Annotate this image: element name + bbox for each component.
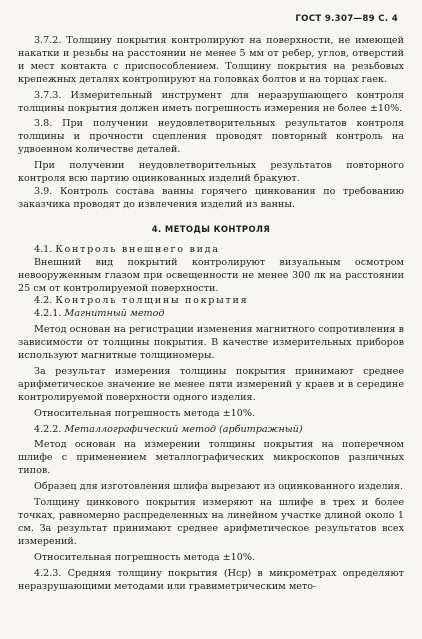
paragraph-4-2-2-d: Относительная погрешность метода ±10%. xyxy=(34,551,255,563)
document-page xyxy=(18,14,404,593)
heading-4-2-num: 4.2. xyxy=(34,295,53,307)
paragraph-3-7-2: 3.7.2. Толщину покрытия контролируют на поверхности, не имеющей накатки и резьбы на расстоянии не менее 5 мм от ребер, углов, отверстий и мест контакта с приспособлением. Толщину покрытия на резьбовых крепежных деталях контролируют на головках болтов и на торцах гаек. xyxy=(18,35,404,85)
heading-4-2-2 xyxy=(18,424,404,437)
paragraph-4-2-1-c: Относительная погрешность метода ±10%. xyxy=(34,407,255,419)
heading-4-1-title: Контроль внешнего вида xyxy=(55,243,220,255)
paragraph-3-9: 3.9. Контроль состава ванны горячего цинкования по требованию заказчика проводят до извлечения изделий из ванны. xyxy=(18,185,404,210)
heading-4-2-1 xyxy=(18,308,404,321)
heading-4-2 xyxy=(18,295,404,308)
paragraph-4-2-1-a: Метод основан на регистрации изменения магнитного сопротивления в зависимости от толщины покрытия. В качестве измерительных приборов используют магнитные толщиномеры. xyxy=(18,324,404,362)
heading-4-2-2-num: 4.2.2. xyxy=(34,423,62,435)
paragraph-4-2-3: 4.2.3. Средняя толщину покрытия (Hср) в микрометрах определяют неразрушающими методами или гравиметрическим мето- xyxy=(18,567,404,592)
heading-4-2-1-num: 4.2.1. xyxy=(34,308,62,320)
page-header: ГОСТ 9.307—89 С. 4 xyxy=(295,14,398,24)
paragraph-4-2-1-b: За результат измерения толщины покрытия принимают среднее арифметическое значение не менее пяти измерений у краев и в середине контролируемой поверхности одного изделия. xyxy=(18,365,404,403)
heading-4-2-1-title: Магнитный метод xyxy=(64,308,165,320)
paragraph-4-2-2-b: Образец для изготовления шлифа вырезают из оцинкованного изделия. xyxy=(34,481,404,493)
paragraph-3-8: 3.8. При получении неудовлетворительных результатов контроля толщины и прочности сцепления проводят повторный контроль на удвоенном количестве деталей. xyxy=(18,118,404,156)
heading-4-1-num: 4.1. xyxy=(34,243,53,255)
paragraph-3-8-b: При получении неудовлетворительных результатов повторного контроля всю партию оцинкованных изделий бракуют. xyxy=(18,160,404,185)
section-title: 4. МЕТОДЫ КОНТРОЛЯ xyxy=(151,223,271,234)
paragraph-4-2-2-a: Метод основан на измерении толщины покрытия на поперечном шлифе с применением металлографических микроскопов различных типов. xyxy=(18,439,404,477)
heading-4-1 xyxy=(18,244,404,257)
heading-4-2-2-title: Металлографический метод (арбитражный) xyxy=(64,423,303,435)
heading-4-2-title: Контроль толщины покрытия xyxy=(55,295,249,307)
paragraph-3-7-3: 3.7.3. Измерительный инструмент для неразрушающего контроля толщины покрытия должен иметь погрешность измерения не более ±10%. xyxy=(18,89,404,114)
paragraph-4-2-2-c: Толщину цинкового покрытия измеряют на шлифе в трех и более точках, равномерно распределенных на линейном участке длиной около 1 см. За результат принимают среднее арифметическое результатов всех измерений. xyxy=(18,497,404,547)
paragraph-4-1: Внешний вид покрытий контролируют визуальным осмотром невооруженным глазом при освещенности не менее 300 лк на расстоянии 25 см от контролируемой поверхности. xyxy=(18,256,404,294)
